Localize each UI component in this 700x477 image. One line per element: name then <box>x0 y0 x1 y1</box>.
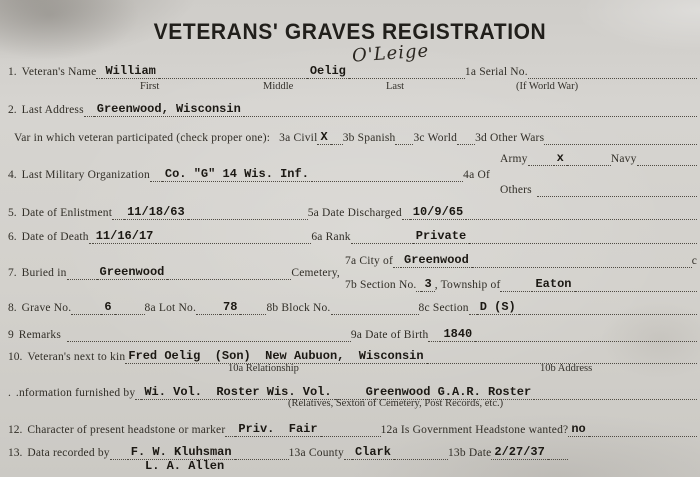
rank-value: Private <box>413 229 469 244</box>
field-number: 4. <box>8 169 17 181</box>
leader-dots <box>312 168 463 182</box>
section-no-label: 7b Section No. <box>345 279 417 291</box>
leader-dots <box>115 301 145 315</box>
military-organization-label: Last Military Organization <box>21 169 150 181</box>
information-furnished-sublabel: (Relatives, Sexton of Cemetery, Post Records, etc.) <box>288 398 504 409</box>
navy-label: Navy <box>610 153 637 165</box>
date-of-birth-value: 1840 <box>440 327 475 342</box>
field-army-navy-row <box>500 151 697 166</box>
leader-dots <box>469 230 697 244</box>
field-number: 6. <box>8 231 17 243</box>
township-of-value: Eaton <box>532 277 574 292</box>
leader-dots <box>71 301 101 315</box>
second-recorder-name: L. A. Allen <box>145 459 225 473</box>
cemetery-label: Cemetery, <box>291 267 340 279</box>
leader-dots <box>67 328 351 342</box>
information-source-value-2: Greenwood G.A.R. Roster <box>363 385 535 400</box>
date-discharged-value: 10/9/65 <box>410 205 466 220</box>
leader-dots <box>567 152 611 166</box>
government-headstone-label: 12a Is Government Headstone wanted? <box>380 424 569 436</box>
township-of-label: , Township of <box>434 279 501 291</box>
leader-dots <box>575 278 698 292</box>
first-sublabel: First <box>140 81 160 92</box>
field-headstone-character-row <box>8 422 697 437</box>
section-label: 8c Section <box>418 302 469 314</box>
leader-dots <box>331 131 343 145</box>
date-death-value: 11/16/17 <box>93 229 157 244</box>
leader-dots <box>589 423 697 437</box>
army-check: x <box>554 151 567 166</box>
field-death-row <box>8 229 697 244</box>
form-title: VETERANS' GRAVES REGISTRATION <box>153 20 547 45</box>
buried-in-value: Greenwood <box>97 265 168 280</box>
other-wars-label: 3d Other Wars <box>475 132 545 144</box>
rank-label: 6a Rank <box>311 231 351 243</box>
leader-dots <box>500 278 532 292</box>
county-value: Clark <box>352 445 394 460</box>
field-veteran-name-row <box>8 64 697 79</box>
leader-dots <box>427 350 697 364</box>
leader-dots <box>393 254 401 268</box>
leader-dots <box>528 65 697 79</box>
leader-dots <box>84 103 94 117</box>
field-data-recorded-row <box>8 445 697 460</box>
remarks-label: Remarks <box>18 329 62 341</box>
leader-dots <box>528 152 554 166</box>
military-organization-value: Co. "G" 14 Wis. Inf. <box>162 167 312 182</box>
field-number-cutoff: . <box>8 387 11 399</box>
leader-dots <box>466 206 697 220</box>
last-address-value: Greenwood, Wisconsin <box>94 102 244 117</box>
handwritten-annotation: O'Leige <box>351 40 430 67</box>
field-number: 7. <box>8 267 17 279</box>
leader-dots <box>225 423 235 437</box>
field-military-organization-row <box>8 167 490 182</box>
record-date-value: 2/27/37 <box>491 445 547 460</box>
city-of-label: 7a City of <box>345 255 393 267</box>
field-war-participated-row <box>14 130 697 145</box>
leader-dots <box>457 131 475 145</box>
field-last-address-row <box>8 102 697 117</box>
field-enlistment-row <box>8 205 697 220</box>
next-of-kin-label: Veteran's next to kin <box>27 351 126 363</box>
field-number: 9 <box>8 329 14 341</box>
leader-dots <box>548 446 568 460</box>
leader-dots <box>475 328 697 342</box>
leader-dots <box>402 206 410 220</box>
leader-dots <box>344 446 352 460</box>
date-of-birth-label: 9a Date of Birth <box>350 329 429 341</box>
relationship-sublabel: 10a Relationship <box>228 363 299 374</box>
grave-no-value: 6 <box>101 300 114 315</box>
of-label: 4a Of <box>463 169 490 181</box>
grave-no-label: Grave No. <box>21 302 72 314</box>
recorder-name-value: F. W. Kluhsman <box>128 445 235 460</box>
middle-sublabel: Middle <box>263 81 294 92</box>
field-others-row <box>500 183 697 197</box>
leader-dots <box>240 301 266 315</box>
leader-dots <box>244 103 697 117</box>
field-remarks-row <box>8 327 697 342</box>
field-number: 5. <box>8 207 17 219</box>
leader-dots <box>321 423 381 437</box>
field-number: 12. <box>8 424 23 436</box>
county-label: 13a County <box>288 447 344 459</box>
lot-no-label: 8a Lot No. <box>144 302 197 314</box>
last-address-label: Last Address <box>21 104 84 116</box>
veteran-last-name-value: Oelig <box>307 64 349 79</box>
section-no-value: 3 <box>421 277 434 292</box>
headstone-character-label: Character of present headstone or marker <box>27 424 226 436</box>
data-recorded-by-label: Data recorded by <box>27 447 110 459</box>
leader-dots <box>112 206 124 220</box>
field-number: 8. <box>8 302 17 314</box>
world-war-label: 3c World <box>413 132 458 144</box>
leader-dots <box>196 301 220 315</box>
date-enlistment-value: 11/18/63 <box>124 205 188 220</box>
others-label: Others <box>500 184 532 196</box>
field-number: 1. <box>8 66 17 78</box>
leader-dots <box>519 301 697 315</box>
headstone-character-value: Priv. Fair <box>235 422 320 437</box>
civil-war-check: X <box>317 130 330 145</box>
date-death-label: Date of Death <box>21 231 89 243</box>
veteran-first-name-value: William <box>102 64 158 79</box>
war-participated-label: Var in which veteran participated (check proper one): <box>14 132 271 144</box>
buried-in-label: Buried in <box>21 267 67 279</box>
next-of-kin-value: Fred Oelig (Son) New Aubuon, Wisconsin <box>125 349 426 364</box>
civil-war-label: 3a Civil <box>279 132 318 144</box>
last-sublabel: Last <box>386 81 405 92</box>
date-discharged-label: 5a Date Discharged <box>307 207 402 219</box>
city-of-value: Greenwood <box>401 253 472 268</box>
leader-dots <box>235 446 289 460</box>
field-number: 2. <box>8 104 17 116</box>
date-enlistment-label: Date of Enlistment <box>21 207 113 219</box>
field-number: 10. <box>8 351 23 363</box>
leader-dots <box>544 131 697 145</box>
leader-dots <box>428 328 440 342</box>
leader-dots <box>469 301 477 315</box>
serial-no-label: 1a Serial No. <box>464 66 528 78</box>
address-sublabel: 10b Address <box>540 363 593 374</box>
field-number: 13. <box>8 447 23 459</box>
leader-dots <box>110 446 128 460</box>
veteran-name-label: Veteran's Name <box>21 66 97 78</box>
leader-dots <box>637 152 697 166</box>
leader-dots <box>156 230 311 244</box>
information-source-value-1: Wi. Vol. Roster Wis. Vol. <box>141 385 334 400</box>
field-next-of-kin-row <box>8 349 697 364</box>
field-buried-in-row <box>8 265 340 280</box>
leader-dots <box>331 301 419 315</box>
leader-dots <box>472 254 692 268</box>
information-furnished-label: .nformation furnished by <box>15 387 136 399</box>
field-grave-row <box>8 300 697 315</box>
block-no-label: 8b Block No. <box>266 302 331 314</box>
army-label: Army <box>500 153 528 165</box>
leader-dots <box>67 266 97 280</box>
government-headstone-value: no <box>568 422 588 437</box>
lot-no-value: 78 <box>220 300 240 315</box>
leader-dots <box>159 65 307 79</box>
section-value: D (S) <box>477 300 519 315</box>
spanish-war-label: 3b Spanish <box>342 132 396 144</box>
cutoff-character: c <box>691 255 697 267</box>
leader-dots <box>349 65 465 79</box>
field-section-township-row <box>345 277 697 292</box>
field-city-of-row <box>345 253 697 268</box>
leader-dots <box>351 230 413 244</box>
leader-dots <box>188 206 308 220</box>
leader-dots <box>394 446 448 460</box>
spacer <box>270 132 279 145</box>
leader-dots <box>395 131 413 145</box>
leader-dots <box>150 168 162 182</box>
leader-dots <box>537 183 697 197</box>
leader-dots <box>167 266 291 280</box>
date-label: 13b Date <box>447 447 492 459</box>
leader-dots <box>534 386 697 400</box>
if-world-war-sublabel: (If World War) <box>516 81 579 92</box>
